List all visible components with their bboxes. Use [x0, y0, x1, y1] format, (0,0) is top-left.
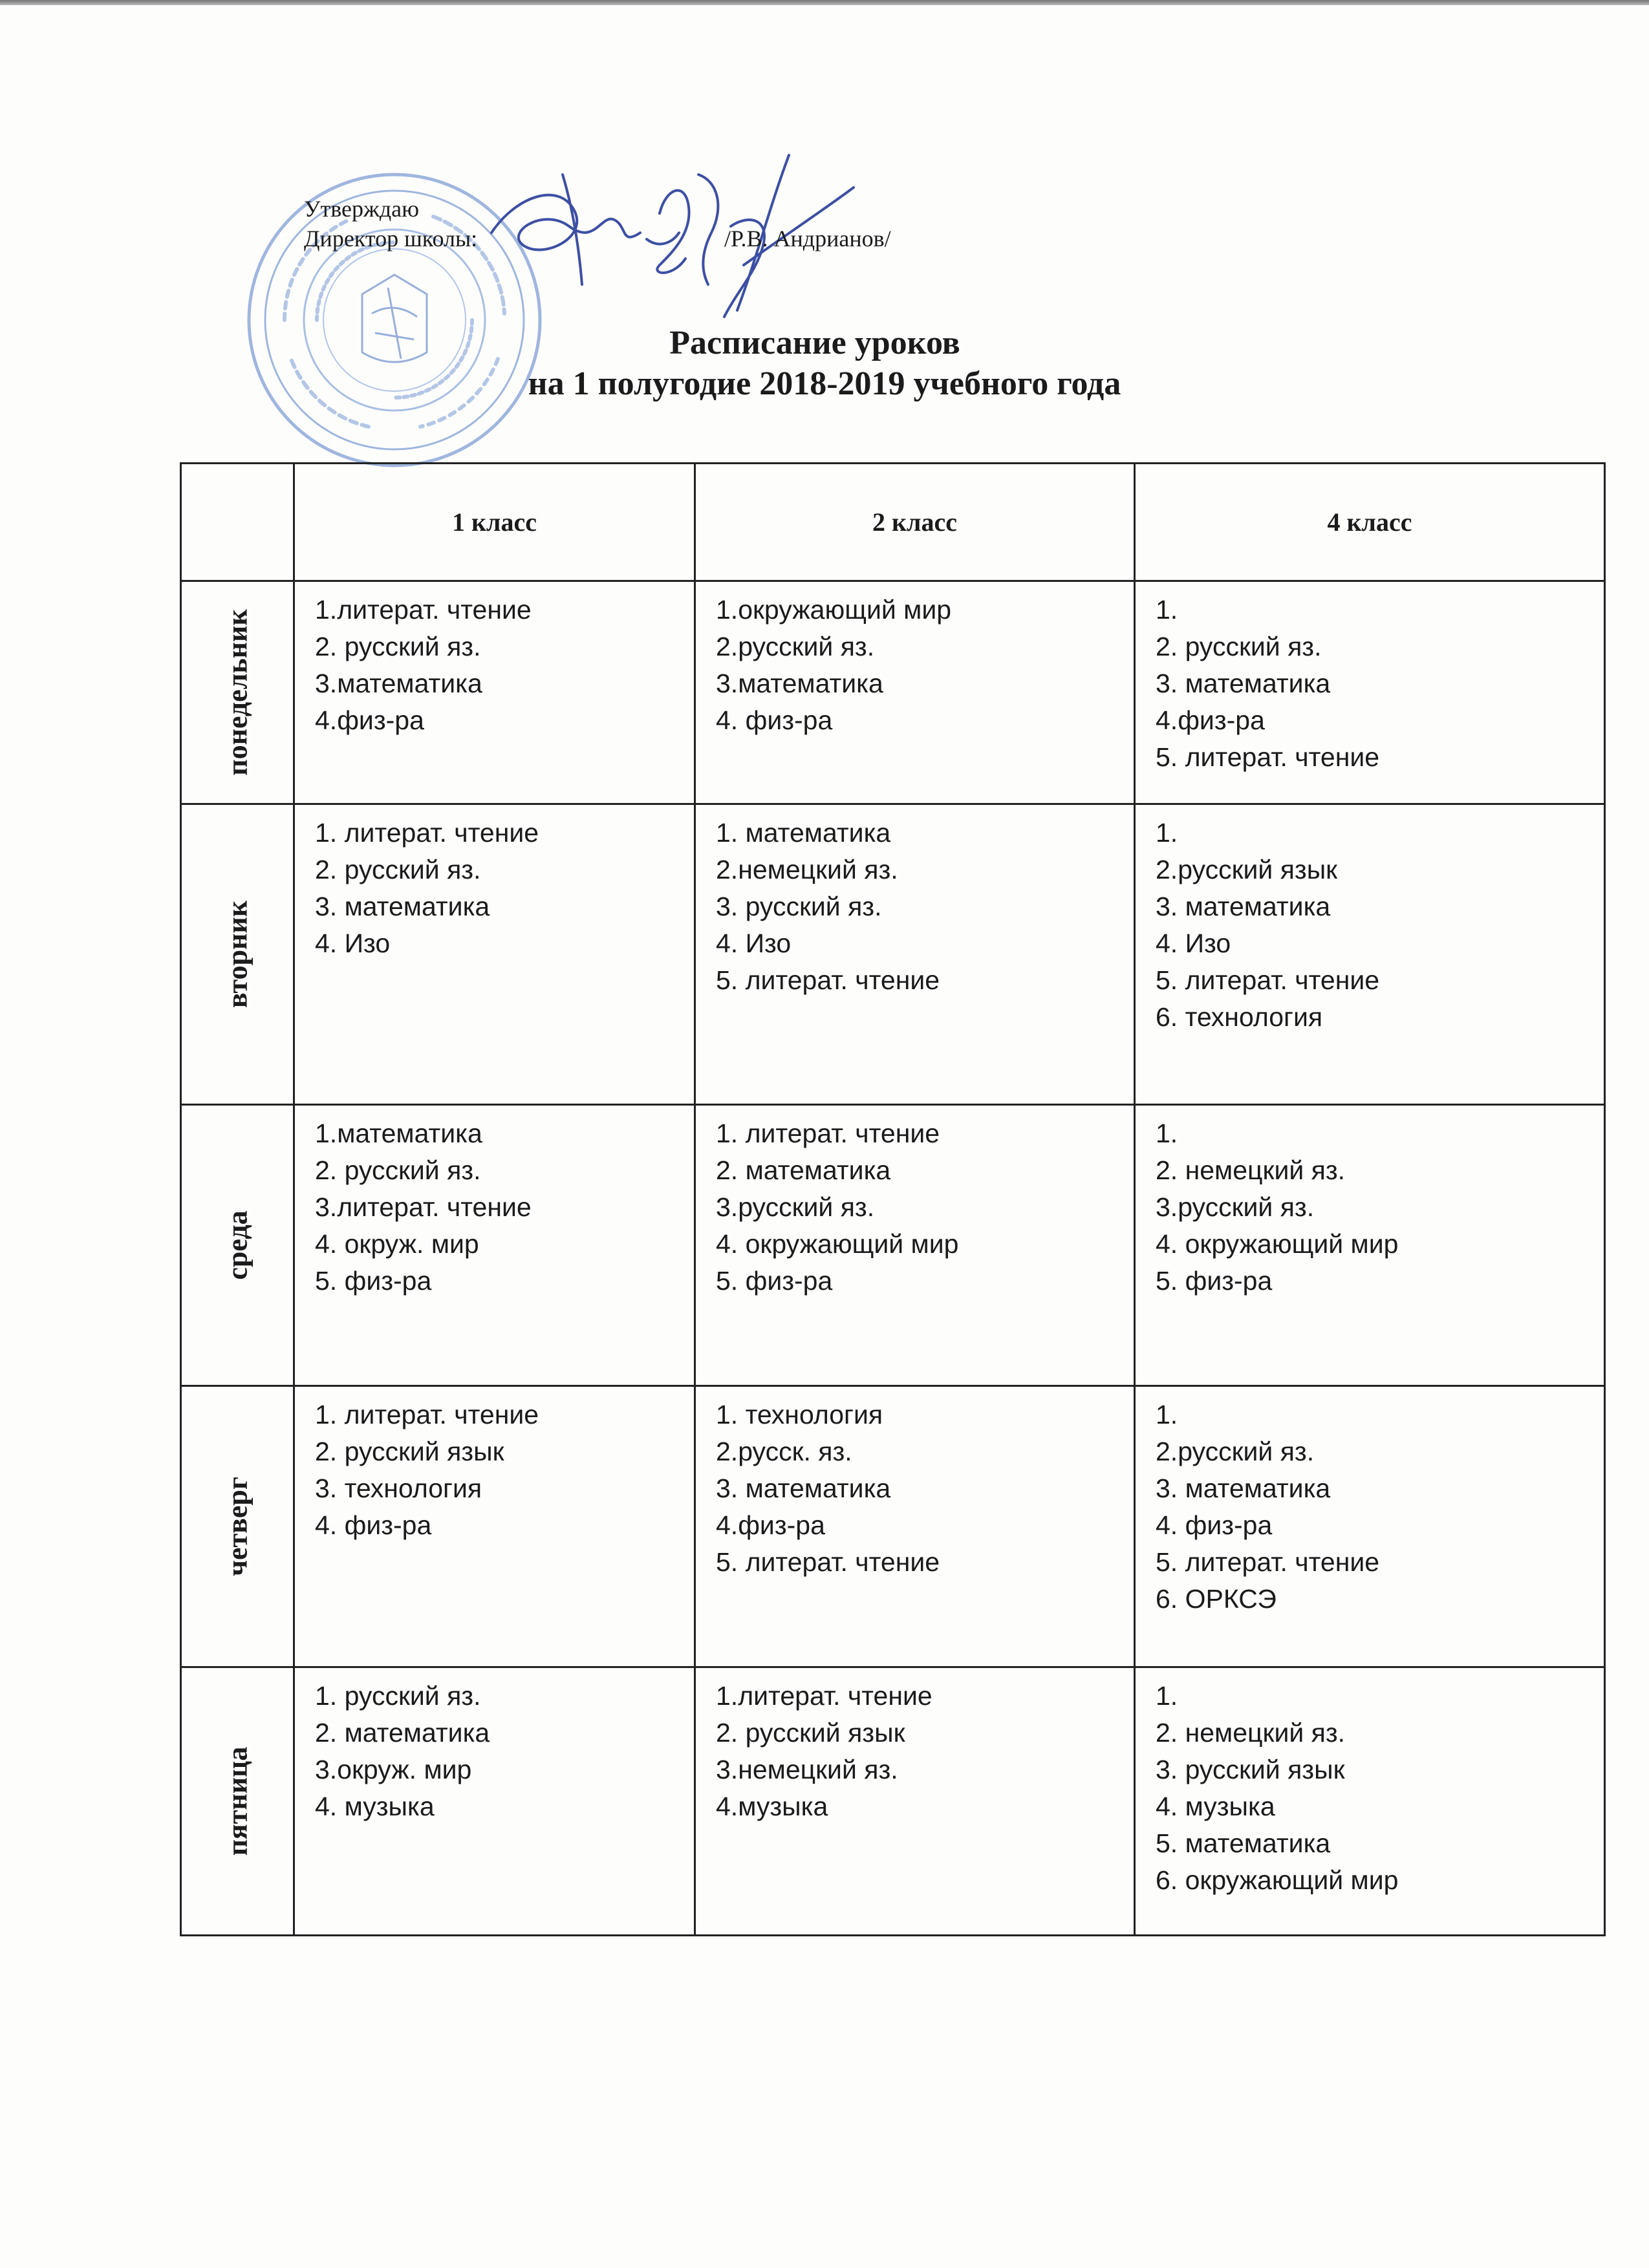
lesson-item: 5. литерат. чтение: [716, 1547, 940, 1577]
lesson-item: 4. музыка: [1156, 1792, 1275, 1821]
lesson-list: [296, 806, 693, 962]
lesson-item: 4.музыка: [716, 1792, 828, 1821]
lesson-item: 3.литерат. чтение: [315, 1192, 532, 1222]
day-label: вторник: [221, 900, 253, 1009]
lesson-item: 5. математика: [1156, 1828, 1331, 1858]
day-label: понедельник: [221, 609, 253, 776]
lessons-cell: [695, 1105, 1135, 1386]
day-label: среда: [221, 1210, 253, 1280]
page-subtitle: на 1 полугодие 2018-2019 учебного года: [528, 365, 1121, 402]
lesson-item: 4.физ-ра: [716, 1510, 825, 1540]
lessons-cell: [294, 1667, 695, 1936]
schedule-table: [180, 462, 1606, 1936]
lessons-cell: [695, 581, 1135, 804]
lesson-item: 6. технология: [1156, 1002, 1323, 1032]
lesson-list: [296, 1106, 693, 1300]
lesson-item: 3. математика: [1156, 892, 1331, 921]
lesson-item: 2. русский яз.: [1156, 632, 1322, 661]
lessons-cell: [294, 1386, 695, 1667]
lesson-item: 3. технология: [315, 1473, 482, 1503]
corner-cell: [181, 464, 294, 581]
lesson-list: [296, 1387, 693, 1544]
lessons-cell: [1135, 1667, 1605, 1936]
lesson-item: 1. литерат. чтение: [315, 1400, 539, 1429]
day-label: пятница: [221, 1746, 253, 1856]
lesson-item: 1.: [1156, 1681, 1178, 1711]
lessons-cell: [294, 804, 695, 1105]
day-row: [181, 1105, 1605, 1386]
lessons-cell: [1135, 1105, 1605, 1386]
lesson-item: 1.: [1156, 1400, 1178, 1429]
lessons-cell: [1135, 581, 1605, 804]
lesson-item: 5. физ-ра: [716, 1266, 833, 1296]
lesson-item: 2.русский яз.: [1156, 1437, 1315, 1466]
page-title: Расписание уроков: [669, 325, 960, 361]
lesson-item: 1.: [1156, 1118, 1178, 1148]
lesson-item: 3.окруж. мир: [315, 1755, 472, 1784]
lesson-item: 1. литерат. чтение: [315, 818, 539, 848]
lesson-item: 1.литерат. чтение: [315, 595, 532, 625]
day-label-cell: [181, 1105, 294, 1386]
lesson-item: 4. окруж. мир: [315, 1229, 479, 1259]
lesson-item: 4. окружающий мир: [1156, 1229, 1399, 1259]
day-row: [181, 1667, 1605, 1936]
lesson-item: 1.: [1156, 595, 1178, 625]
lesson-item: 4. окружающий мир: [716, 1229, 959, 1259]
lesson-item: 3.математика: [716, 669, 883, 698]
lesson-item: 2.русский яз.: [716, 632, 875, 661]
lessons-cell: [1135, 804, 1605, 1105]
lesson-item: 1. математика: [716, 818, 891, 848]
class-header: 2 класс: [695, 464, 1135, 581]
lesson-item: 5. физ-ра: [1156, 1266, 1273, 1296]
lesson-item: 5. литерат. чтение: [1156, 965, 1380, 995]
lesson-item: 1. русский яз.: [315, 1681, 481, 1711]
lesson-item: 4. физ-ра: [716, 705, 833, 735]
lesson-list: [696, 1387, 1133, 1581]
lesson-item: 3. математика: [716, 1473, 891, 1503]
lesson-item: 4. Изо: [716, 928, 792, 958]
day-row: [181, 1386, 1605, 1667]
lessons-cell: [695, 1386, 1135, 1667]
lesson-item: 3. математика: [315, 892, 490, 921]
day-row: [181, 804, 1605, 1105]
lesson-list: [696, 1106, 1133, 1300]
lessons-cell: [695, 804, 1135, 1105]
lesson-item: 1.математика: [315, 1118, 482, 1148]
lesson-item: 5. литерат. чтение: [1156, 1547, 1380, 1577]
lesson-item: 2.русск. яз.: [716, 1437, 852, 1466]
lesson-list: [696, 806, 1133, 999]
lesson-list: [1136, 1106, 1603, 1300]
lesson-item: 5. литерат. чтение: [716, 965, 940, 995]
lesson-list: [1136, 1387, 1603, 1618]
lesson-item: 3. русский яз.: [716, 892, 882, 921]
lesson-item: 2. математика: [716, 1155, 891, 1185]
lesson-item: 4. физ-ра: [1156, 1510, 1273, 1540]
lesson-item: 1.: [1156, 818, 1178, 848]
lessons-cell: [1135, 1386, 1605, 1667]
lesson-item: 2. немецкий яз.: [1156, 1155, 1346, 1185]
day-label-cell: [181, 804, 294, 1105]
lesson-item: 1.литерат. чтение: [716, 1681, 932, 1711]
lessons-cell: [294, 1105, 695, 1386]
lesson-item: 2. русский язык: [716, 1718, 905, 1748]
lesson-item: 2.русский язык: [1156, 855, 1338, 884]
lesson-list: [696, 583, 1133, 739]
lesson-item: 4.физ-ра: [315, 705, 424, 735]
lesson-item: 3.математика: [315, 669, 482, 698]
class-header: 4 класс: [1135, 464, 1605, 581]
approve-label: Утверждаю: [304, 196, 420, 222]
lesson-list: [696, 1669, 1133, 1825]
lesson-item: 5. физ-ра: [315, 1266, 432, 1296]
lesson-item: 3. математика: [1156, 1473, 1331, 1503]
lesson-item: 2. русский яз.: [315, 855, 481, 884]
lesson-item: 4. музыка: [315, 1792, 435, 1821]
director-label: Директор школы:: [304, 226, 478, 251]
header-row: [181, 464, 1605, 581]
lesson-item: 2.немецкий яз.: [716, 855, 898, 884]
day-row: [181, 581, 1605, 804]
lesson-item: 1. технология: [716, 1400, 883, 1429]
lesson-item: 4. Изо: [315, 928, 391, 958]
lesson-list: [1136, 806, 1603, 1036]
class-header: 1 класс: [294, 464, 695, 581]
day-label-cell: [181, 581, 294, 804]
lesson-list: [1136, 583, 1603, 776]
day-label: четверг: [221, 1477, 253, 1576]
approval-block: [304, 194, 891, 253]
day-label-cell: [181, 1667, 294, 1936]
lesson-item: 3.русский яз.: [716, 1192, 875, 1222]
lesson-item: 3.русский яз.: [1156, 1192, 1315, 1222]
lesson-item: 5. литерат. чтение: [1156, 742, 1380, 772]
lesson-item: 2. немецкий яз.: [1156, 1718, 1346, 1748]
lesson-item: 3. русский язык: [1156, 1755, 1345, 1784]
lesson-item: 4.физ-ра: [1156, 705, 1265, 735]
lesson-item: 3. математика: [1156, 669, 1331, 698]
lesson-item: 2. русский яз.: [315, 632, 481, 661]
lesson-item: 1.окружающий мир: [716, 595, 952, 625]
lesson-list: [1136, 1669, 1603, 1899]
lesson-list: [296, 1669, 693, 1825]
lesson-item: 2. математика: [315, 1718, 490, 1748]
director-name: /Р.В. Андрианов/: [724, 226, 891, 251]
lesson-item: 3.немецкий яз.: [716, 1755, 898, 1784]
lesson-item: 4. физ-ра: [315, 1510, 432, 1540]
lesson-list: [296, 583, 693, 739]
lesson-item: 4. Изо: [1156, 928, 1231, 958]
lesson-item: 1. литерат. чтение: [716, 1118, 940, 1148]
lesson-item: 2. русский язык: [315, 1437, 504, 1466]
lessons-cell: [695, 1667, 1135, 1936]
day-label-cell: [181, 1386, 294, 1667]
lesson-item: 6. окружающий мир: [1156, 1865, 1399, 1895]
lesson-item: 6. ОРКСЭ: [1156, 1584, 1277, 1614]
lessons-cell: [294, 581, 695, 804]
lesson-item: 2. русский яз.: [315, 1155, 481, 1185]
scan-top-edge: [0, 0, 1649, 5]
